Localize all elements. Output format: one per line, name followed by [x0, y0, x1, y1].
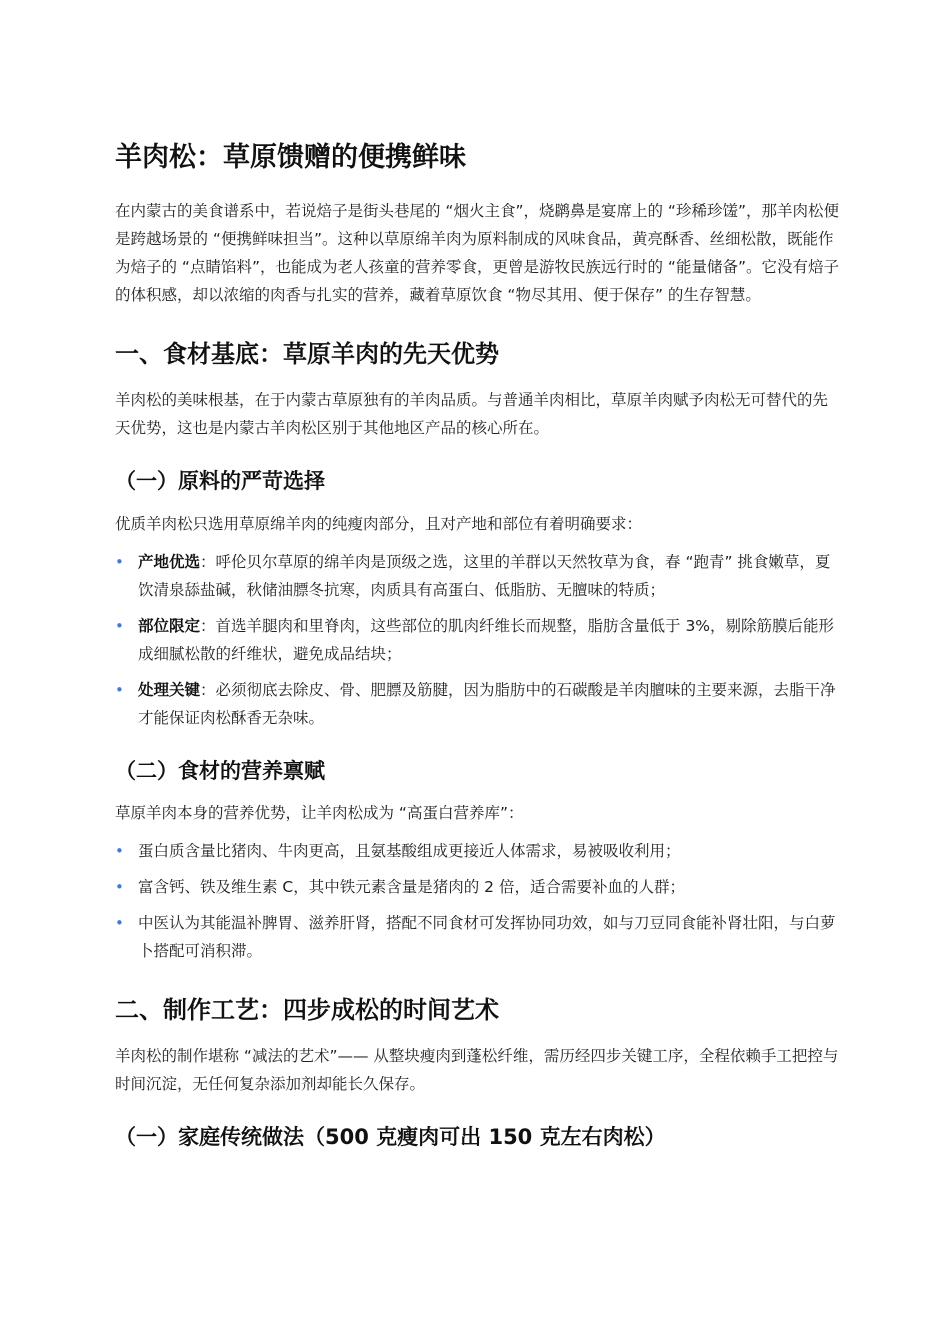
bullet-icon: • [115, 616, 124, 635]
list-item [115, 548, 840, 604]
list-item-text: ：呼伦贝尔草原的绵羊肉是顶级之选，这里的羊群以天然牧草为食，春 “跑青” 挑食嫩草，夏饮清泉舔盐碱，秋储油膘冬抗寒，肉质具有高蛋白、低脂肪、无膻味的特质； [138, 552, 831, 599]
list-item-term: 部位限定 [138, 616, 201, 635]
section-heading-ingredients: 一、食材基底：草原羊肉的先天优势 [115, 340, 499, 369]
section-heading-process: 二、制作工艺：四步成松的时间艺术 [115, 995, 499, 1024]
subsection-heading-nutrition: （二）食材的营养禀赋 [115, 758, 325, 783]
list-item [115, 837, 840, 865]
bullet-icon: • [115, 841, 124, 860]
bullet-icon: • [115, 680, 124, 699]
list-item-term: 处理关键 [138, 680, 201, 699]
section-intro-process: 羊肉松的制作堪称 “减法的艺术”—— 从整块瘦肉到蓬松纤维，需历经四步关键工序，全程依赖手工把控与时间沉淀，无任何复杂添加剂却能长久保存。 [115, 1047, 839, 1094]
intro-paragraph: 在内蒙古的美食谱系中，若说焙子是街头巷尾的 “烟火主食”，烧䴙鼻是宴席上的 “珍稀珍馐”，那羊肉松便是跨越场景的 “便携鲜味担当”。这种以草原绵羊肉为原料制成的风味食品，黄亮酥香、丝细松散，既能作为焙子的 “点睛馅料”，也能成为老人孩童的营养零食，更曾是游牧民族远行时的 “能量储备”。它没有焙子的体积感，却以浓缩的肉香与扎实的营养，藏着草原饮食 “物尽其用、便于保存” 的生存智慧。 [115, 202, 839, 305]
list-item [115, 676, 840, 732]
bullet-icon: • [115, 552, 124, 571]
list-item-text: 中医认为其能温补脾胃、滋养肝肾，搭配不同食材可发挥协同功效，如与刀豆同食能补肾壮阳，与白萝卜搭配可消积滞。 [138, 913, 836, 960]
document-content [115, 140, 840, 1165]
subsection-heading-selection: （一）原料的严苛选择 [115, 469, 325, 494]
list-item-term: 产地优选 [138, 552, 201, 571]
list-item [115, 612, 840, 668]
list-item-text: ：必须彻底去除皮、骨、肥膘及筋腱，因为脂肪中的石碳酸是羊肉膻味的主要来源，去脂干净才能保证肉松酥香无杂味。 [138, 680, 836, 727]
subsection-intro-nutrition: 草原羊肉本身的营养优势，让羊肉松成为 “高蛋白营养库”： [115, 803, 524, 822]
list-item [115, 909, 840, 965]
list-item-text: 富含钙、铁及维生素 C，其中铁元素含量是猪肉的 2 倍，适合需要补血的人群； [138, 877, 685, 896]
selection-list [115, 548, 840, 732]
subsection-intro-selection: 优质羊肉松只选用草原绵羊肉的纯瘦肉部分，且对产地和部位有着明确要求： [115, 514, 643, 533]
section-intro-ingredients: 羊肉松的美味根基，在于内蒙古草原独有的羊肉品质。与普通羊肉相比，草原羊肉赋予肉松无可替代的先天优势，这也是内蒙古羊肉松区别于其他地区产品的核心所在。 [115, 391, 829, 438]
bullet-icon: • [115, 913, 124, 932]
nutrition-list [115, 837, 840, 965]
list-item-text: ：首选羊腿肉和里脊肉，这些部位的肌肉纤维长而规整，脂肪含量低于 3%，剔除筋膜后能形成细腻松散的纤维状，避免成品结块； [138, 616, 835, 663]
list-item [115, 873, 840, 901]
list-item-text: 蛋白质含量比猪肉、牛肉更高，且氨基酸组成更接近人体需求，易被吸收利用； [138, 841, 681, 860]
page-title: 羊肉松：草原馈赠的便携鲜味 [115, 142, 466, 173]
subsection-heading-home-method: （一）家庭传统做法（500 克瘦肉可出 150 克左右肉松） [115, 1125, 666, 1150]
bullet-icon: • [115, 877, 124, 896]
